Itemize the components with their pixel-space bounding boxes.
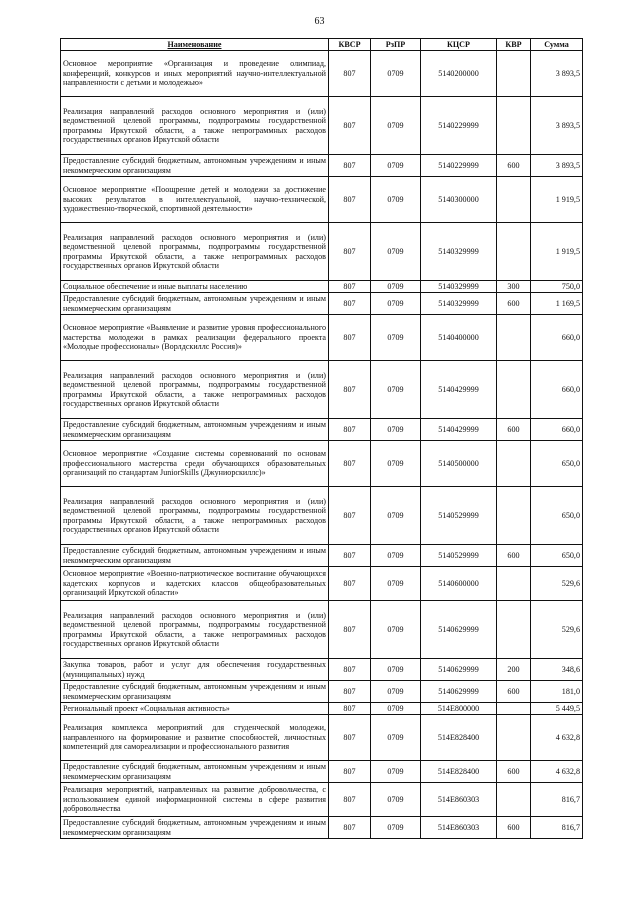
row-kvr-cell [497,601,531,659]
row-rzpr-cell: 0709 [371,817,421,839]
row-name-cell: Реализация мероприятий, направленных на развитие добровольчества, с использованием единой информационной системы в сфере развития добровольчества [61,783,329,817]
row-kvr-cell: 600 [497,293,531,315]
table-row [61,703,583,715]
row-kcsr-cell: 5140429999 [421,419,497,441]
row-rzpr-cell: 0709 [371,761,421,783]
row-kvr-cell: 600 [497,155,531,177]
table-row [61,545,583,567]
row-name-cell: Предоставление субсидий бюджетным, автономным учреждениям и иным некоммерческим организациям [61,155,329,177]
header-sum: Сумма [531,39,583,51]
row-rzpr-cell: 0709 [371,487,421,545]
row-kvsr-cell: 807 [329,601,371,659]
table-row [61,419,583,441]
row-rzpr-cell: 0709 [371,419,421,441]
header-name: Наименование [61,39,329,51]
row-name-cell: Закупка товаров, работ и услуг для обеспечения государственных (муниципальных) нужд [61,659,329,681]
row-kvr-cell: 200 [497,659,531,681]
row-sum-cell: 4 632,8 [531,715,583,761]
row-rzpr-cell: 0709 [371,681,421,703]
table-row [61,97,583,155]
row-kvsr-cell: 807 [329,817,371,839]
table-row [61,441,583,487]
row-kcsr-cell: 514E860303 [421,783,497,817]
row-kcsr-cell: 514E828400 [421,761,497,783]
row-rzpr-cell: 0709 [371,441,421,487]
table-row [61,783,583,817]
row-rzpr-cell: 0709 [371,177,421,223]
row-kvsr-cell: 807 [329,223,371,281]
row-kcsr-cell: 514E860303 [421,817,497,839]
row-sum-cell: 348,6 [531,659,583,681]
row-name-cell: Предоставление субсидий бюджетным, автономным учреждениям и иным некоммерческим организациям [61,545,329,567]
row-kvr-cell [497,97,531,155]
row-kvr-cell: 600 [497,761,531,783]
row-name-cell: Реализация направлений расходов основного мероприятия и (или) ведомственной целевой программы, подпрограммы государственной программы Иркутской области, а также непрограммных расходов государственных органов Иркутской области [61,97,329,155]
row-sum-cell: 5 449,5 [531,703,583,715]
table-body [61,51,583,839]
row-sum-cell: 181,0 [531,681,583,703]
row-kvr-cell [497,361,531,419]
row-kvsr-cell: 807 [329,761,371,783]
row-sum-cell: 660,0 [531,315,583,361]
row-kvsr-cell: 807 [329,487,371,545]
row-kvr-cell [497,487,531,545]
row-rzpr-cell: 0709 [371,567,421,601]
table-row [61,293,583,315]
row-name-cell: Предоставление субсидий бюджетным, автономным учреждениям и иным некоммерческим организациям [61,681,329,703]
row-sum-cell: 650,0 [531,441,583,487]
row-rzpr-cell: 0709 [371,281,421,293]
row-kvsr-cell: 807 [329,177,371,223]
row-kcsr-cell: 5140629999 [421,601,497,659]
row-kcsr-cell: 514E828400 [421,715,497,761]
row-kcsr-cell: 5140400000 [421,315,497,361]
row-name-cell: Реализация комплекса мероприятий для студенческой молодежи, направленного на формирование и развитие способностей, личностных компетенций для самореализации и профессионального развития [61,715,329,761]
table-row [61,681,583,703]
row-kcsr-cell: 5140629999 [421,681,497,703]
header-rzpr: РзПР [371,39,421,51]
row-kcsr-cell: 5140500000 [421,441,497,487]
row-sum-cell: 750,0 [531,281,583,293]
page-number: 63 [314,16,325,27]
row-kcsr-cell: 5140529999 [421,487,497,545]
row-kcsr-cell: 5140300000 [421,177,497,223]
row-sum-cell: 4 632,8 [531,761,583,783]
table-row [61,567,583,601]
row-name-cell: Реализация направлений расходов основного мероприятия и (или) ведомственной целевой программы, подпрограммы государственной программы Иркутской области, а также непрограммных расходов государственных органов Иркутской области [61,223,329,281]
row-rzpr-cell: 0709 [371,293,421,315]
row-kvsr-cell: 807 [329,703,371,715]
row-sum-cell: 3 893,5 [531,51,583,97]
table-row [61,223,583,281]
row-kvr-cell [497,177,531,223]
row-name-cell: Предоставление субсидий бюджетным, автономным учреждениям и иным некоммерческим организациям [61,419,329,441]
row-name-cell: Основное мероприятие «Поощрение детей и молодежи за достижение высоких результатов в интеллектуальной, научно-технической, художественно-творческой, спортивной деятельности» [61,177,329,223]
row-sum-cell: 660,0 [531,361,583,419]
row-name-cell: Предоставление субсидий бюджетным, автономным учреждениям и иным некоммерческим организациям [61,761,329,783]
row-kvsr-cell: 807 [329,715,371,761]
row-kvr-cell: 600 [497,817,531,839]
table-row [61,177,583,223]
row-kvsr-cell: 807 [329,567,371,601]
row-name-cell: Основное мероприятие «Организация и проведение олимпиад, конференций, конкурсов и иных мероприятий научно-интеллектуальной направленности с детьми и молодежью» [61,51,329,97]
row-kvsr-cell: 807 [329,97,371,155]
row-sum-cell: 3 893,5 [531,97,583,155]
row-kvsr-cell: 807 [329,441,371,487]
row-kvr-cell [497,441,531,487]
row-kcsr-cell: 5140200000 [421,51,497,97]
row-kvsr-cell: 807 [329,681,371,703]
row-sum-cell: 1 919,5 [531,177,583,223]
row-name-cell: Региональный проект «Социальная активность» [61,703,329,715]
row-kvsr-cell: 807 [329,419,371,441]
row-rzpr-cell: 0709 [371,783,421,817]
budget-table [60,38,583,839]
row-name-cell: Основное мероприятие «Создание системы соревнований по основам профессионального мастерства среди обучающихся образовательных организаций по стандартам JuniorSkills (Джуниорскиллс)» [61,441,329,487]
row-name-cell: Реализация направлений расходов основного мероприятия и (или) ведомственной целевой программы, подпрограммы государственной программы Иркутской области, а также непрограммных расходов государственных органов Иркутской области [61,361,329,419]
row-kvr-cell: 600 [497,681,531,703]
row-name-cell: Социальное обеспечение и иные выплаты населению [61,281,329,293]
table-header-row [61,39,583,51]
table-row [61,361,583,419]
row-sum-cell: 529,6 [531,567,583,601]
row-kvr-cell: 600 [497,419,531,441]
row-kvsr-cell: 807 [329,293,371,315]
row-name-cell: Предоставление субсидий бюджетным, автономным учреждениям и иным некоммерческим организациям [61,817,329,839]
row-kvr-cell [497,315,531,361]
row-sum-cell: 529,6 [531,601,583,659]
row-rzpr-cell: 0709 [371,51,421,97]
row-rzpr-cell: 0709 [371,715,421,761]
row-kvr-cell [497,223,531,281]
row-sum-cell: 650,0 [531,545,583,567]
row-rzpr-cell: 0709 [371,659,421,681]
row-sum-cell: 816,7 [531,817,583,839]
row-kvr-cell: 300 [497,281,531,293]
row-rzpr-cell: 0709 [371,315,421,361]
row-kvr-cell [497,783,531,817]
table-row [61,315,583,361]
header-kvr: КВР [497,39,531,51]
table-row [61,761,583,783]
table-row [61,601,583,659]
row-sum-cell: 3 893,5 [531,155,583,177]
row-name-cell: Предоставление субсидий бюджетным, автономным учреждениям и иным некоммерческим организациям [61,293,329,315]
row-kcsr-cell: 5140329999 [421,281,497,293]
row-kcsr-cell: 5140529999 [421,545,497,567]
row-rzpr-cell: 0709 [371,361,421,419]
table-row [61,281,583,293]
row-kvsr-cell: 807 [329,51,371,97]
row-name-cell: Основное мероприятие «Военно-патриотическое воспитание обучающихся кадетских корпусов и кадетских классов общеобразовательных организаций Иркутской области» [61,567,329,601]
row-sum-cell: 1 169,5 [531,293,583,315]
row-kcsr-cell: 5140229999 [421,97,497,155]
table-row [61,155,583,177]
row-kvr-cell [497,703,531,715]
row-rzpr-cell: 0709 [371,703,421,715]
row-kcsr-cell: 5140600000 [421,567,497,601]
row-kcsr-cell: 5140629999 [421,659,497,681]
row-name-cell: Реализация направлений расходов основного мероприятия и (или) ведомственной целевой программы, подпрограммы государственной программы Иркутской области, а также непрограммных расходов государственных органов Иркутской области [61,601,329,659]
table-row [61,715,583,761]
row-kvsr-cell: 807 [329,545,371,567]
row-sum-cell: 1 919,5 [531,223,583,281]
row-kvsr-cell: 807 [329,659,371,681]
row-kvr-cell [497,567,531,601]
row-sum-cell: 816,7 [531,783,583,817]
row-name-cell: Основное мероприятие «Выявление и развитие уровня профессионального мастерства молодежи в рамках реализации федерального проекта «Молодые профессионалы» (Ворлдскиллс Россия)» [61,315,329,361]
row-rzpr-cell: 0709 [371,601,421,659]
row-kcsr-cell: 5140229999 [421,155,497,177]
table-row [61,51,583,97]
row-kvr-cell [497,715,531,761]
row-name-cell: Реализация направлений расходов основного мероприятия и (или) ведомственной целевой программы, подпрограммы государственной программы Иркутской области, а также непрограммных расходов государственных органов Иркутской области [61,487,329,545]
row-kcsr-cell: 5140429999 [421,361,497,419]
header-kcsr: КЦСР [421,39,497,51]
row-kvsr-cell: 807 [329,281,371,293]
row-kcsr-cell: 514E800000 [421,703,497,715]
row-rzpr-cell: 0709 [371,223,421,281]
row-kvsr-cell: 807 [329,315,371,361]
row-kvsr-cell: 807 [329,155,371,177]
row-kcsr-cell: 5140329999 [421,223,497,281]
row-rzpr-cell: 0709 [371,545,421,567]
row-rzpr-cell: 0709 [371,155,421,177]
row-sum-cell: 660,0 [531,419,583,441]
row-kvsr-cell: 807 [329,361,371,419]
table-row [61,659,583,681]
table-row [61,487,583,545]
row-kvr-cell: 600 [497,545,531,567]
row-rzpr-cell: 0709 [371,97,421,155]
row-sum-cell: 650,0 [531,487,583,545]
table-row [61,817,583,839]
row-kcsr-cell: 5140329999 [421,293,497,315]
row-kvr-cell [497,51,531,97]
header-kvsr: КВСР [329,39,371,51]
row-kvsr-cell: 807 [329,783,371,817]
